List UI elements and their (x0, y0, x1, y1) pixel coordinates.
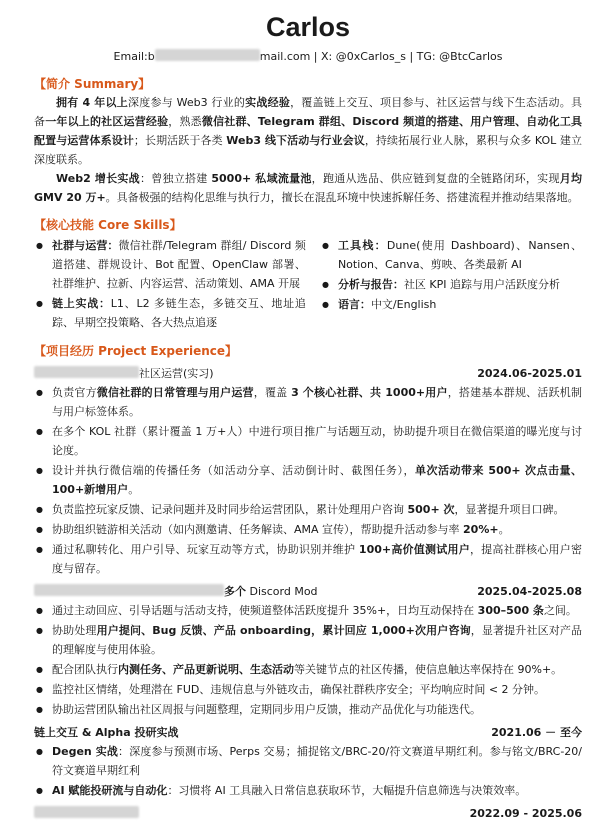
job-bullet: ● 协助处理用户提问、Bug 反馈、产品 onboarding，累计回应 1,000+次用户咨询，显著提升社区对产品的理解度与使用体验。 (34, 621, 582, 659)
email-prefix: Email:b (113, 50, 155, 63)
job-header (34, 364, 582, 383)
job-role: Discord Mod (246, 585, 318, 598)
redacted-company-block (34, 806, 139, 818)
tg-handle: | TG: @BtcCarlos (405, 50, 503, 63)
job-bullet: ● 在多个 KOL 社群（累计覆盖 1 万+人）中进行项目推广与话题互动，协助提升项目在微信渠道的曝光度与讨论度。 (34, 422, 582, 460)
job-header (34, 723, 582, 742)
candidate-name: Carlos (265, 12, 351, 42)
skill-item: ● 分析与报告：社区 KPI 追踪与用户活跃度分析 (320, 275, 582, 294)
contact-line (34, 48, 582, 66)
experience-title: 【项目经历 Project Experience】 (34, 344, 238, 358)
resume-page (34, 0, 582, 823)
redacted-company-block (34, 366, 139, 378)
job-bullet: ● 负责监控玩家反馈、记录问题并及时同步给运营团队，累计处理用户咨询 500+ 次，显著提升项目口碑。 (34, 500, 582, 519)
job-bullet: ● 协助运营团队输出社区周报与问题整理，定期同步用户反馈，推动产品优化与功能迭代。 (34, 700, 582, 719)
job-dates: 2024.06-2025.01 (477, 367, 582, 380)
skills-right-column (320, 236, 582, 333)
job-bullet: ● 配合团队执行内测任务、产品更新说明、生态活动等关键节点的社区传播，使信息触达率保持在 90%+。 (34, 660, 582, 679)
job-dates: 2021.06 － 至今 (491, 726, 582, 739)
email-suffix: mail.com (259, 50, 311, 63)
job-role-bold: 链上交互 & Alpha 投研实战 (34, 726, 179, 739)
redacted-email-block (155, 49, 260, 61)
x-handle: | X: @0xCarlos_s (310, 50, 406, 63)
job-header (34, 804, 582, 823)
skills-title: 【核心技能 Core Skills】 (34, 218, 182, 232)
job-bullets (34, 383, 582, 578)
skill-item: ● 社群与运营：微信社群/Telegram 群组/ Discord 频道搭建、群规设计、Bot 配置、OpenClaw 部署、社群维护、拉新、内容运营、活动策划、AMA 开展 (34, 236, 306, 293)
summary-paragraph-1: 拥有 4 年以上深度参与 Web3 行业的实战经验，覆盖链上交互、项目参与、社区运营与线下生态活动。具备一年以上的社区运营经验，熟悉微信社群、Telegram 群组、Discord 频道的搭建、用户管理、自动化工具配置与运营体系设计；长期活跃于各类 Web3 线下活动与行业会议，持续拓展行业人脉，累积与众多 KOL 建立深度联系。 (34, 96, 583, 166)
job-bullet: ● 监控社区情绪，处理潜在 FUD、违规信息与外链攻击，确保社群秩序安全；平均响应时间 < 2 分钟。 (34, 680, 582, 699)
job-bullet: ● Degen 实战：深度参与预测市场、Perps 交易；捕捉铭文/BRC-20/符文赛道早期红利。参与铭文/BRC-20/符文赛道早期红利 (34, 742, 582, 780)
summary-paragraph-2: Web2 增长实战：曾独立搭建 5000+ 私域流量池，跑通从选品、供应链到复盘的全链路闭环，实现月均 GMV 20 万+。具备极强的结构化思维与执行力，擅长在混乱环境中快速拆解任务、搭建流程并推动结果落地。 (34, 172, 582, 204)
summary-title: 【简介 Summary】 (34, 77, 151, 91)
job-bullet: ● 负责官方微信社群的日常管理与用户运营，覆盖 3 个核心社群、共 1000+用户，搭建基本群规、活跃机制与用户标签体系。 (34, 383, 582, 421)
job-bullets (34, 742, 582, 800)
skills-grid (34, 236, 582, 333)
skill-item: ● 链上实战：L1、L2 多链生态，多链交互、地址追踪、早期空投策略、各大热点追逐 (34, 294, 306, 332)
skill-item: ● 语言：中文/English (320, 295, 582, 314)
job-bullet: ● 通过私聊转化、用户引导、玩家互动等方式，协助识别并维护 100+高价值测试用户，提高社群核心用户密度与留存。 (34, 540, 582, 578)
job-bullet: ● 通过主动回应、引导话题与活动支持，使频道整体活跃度提升 35%+，日均互动保持在 300–500 条之间。 (34, 601, 582, 620)
job-dates: 2022.09 - 2025.06 (469, 807, 582, 820)
job-header (34, 582, 582, 601)
job-role: 社区运营(实习) (139, 367, 214, 380)
job-bullets (34, 601, 582, 719)
redacted-company-block (34, 584, 224, 596)
job-dates: 2025.04-2025.08 (477, 585, 582, 598)
skills-left-column (34, 236, 306, 333)
job-role-bold: 多个 (224, 585, 246, 598)
job-bullet: ● 设计并执行微信端的传播任务（如活动分享、活动倒计时、截图任务），单次活动带来 500+ 次点击量、100+新增用户。 (34, 461, 582, 499)
skill-item: ● 工具栈：Dune(使用 Dashboard)、Nansen、Notion、Canva、剪映、各类最新 AI (320, 236, 582, 274)
job-bullet: ● 协助组织链游相关活动（如内测邀请、任务解读、AMA 宣传），帮助提升活动参与率 20%+。 (34, 520, 582, 539)
job-bullet: ● AI 赋能投研流与自动化：习惯将 AI 工具融入日常信息获取环节，大幅提升信息筛选与决策效率。 (34, 781, 582, 800)
